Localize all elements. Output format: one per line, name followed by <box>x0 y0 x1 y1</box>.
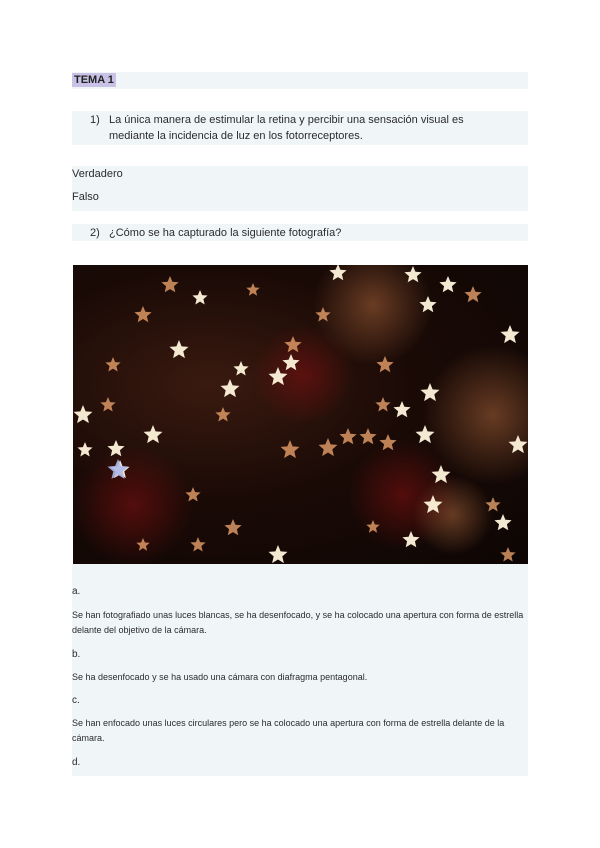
question-2 <box>72 224 528 241</box>
star-highlight <box>100 397 115 412</box>
star-highlight <box>221 379 240 397</box>
question-1-number: 1) <box>90 114 100 126</box>
star-highlight <box>246 283 259 296</box>
star-highlight <box>464 286 481 302</box>
star-highlight <box>375 397 390 412</box>
option-b-text: Se ha desenfocado y se ha usado una cámara con diafragma pentagonal. <box>72 672 368 682</box>
question-2-text: ¿Cómo se ha capturado la siguiente fotografía? <box>109 227 342 239</box>
star-highlight <box>161 276 178 292</box>
star-highlight <box>359 428 376 444</box>
section-header <box>72 72 528 89</box>
bokeh-stars-photo <box>73 265 528 564</box>
question-1 <box>72 111 528 145</box>
question-1-text: La única manera de estimular la retina y percibir una sensación visual es mediante la incidencia de luz en los fotorreceptores. <box>109 114 464 142</box>
option-c-text: Se han enfocado unas luces circulares pero se ha colocado una apertura con forma de estrella delante de la cámara. <box>72 718 505 743</box>
star-highlight <box>339 428 356 444</box>
star-bokeh-graphic <box>73 265 528 564</box>
star-highlight <box>269 545 288 563</box>
star-highlight <box>215 407 230 422</box>
star-highlight <box>190 537 205 552</box>
star-highlight <box>393 401 410 417</box>
option-verdadero[interactable]: Verdadero <box>72 168 123 180</box>
question-2-number: 2) <box>90 227 100 239</box>
star-highlight <box>281 440 300 458</box>
section-title: TEMA 1 <box>74 74 114 86</box>
star-highlight <box>134 306 151 322</box>
option-a-text: Se han fotografiado unas luces blancas, se ha desenfocado, y se ha colocado una apertura con forma de estrella delante del objetivo de la cámara. <box>72 610 524 635</box>
star-highlight <box>192 290 207 305</box>
question-1-options <box>72 166 528 211</box>
star-highlight <box>224 519 241 535</box>
star-highlight <box>439 276 456 292</box>
option-c-letter[interactable]: c. <box>72 695 80 706</box>
star-highlight <box>500 547 515 562</box>
option-falso[interactable]: Falso <box>72 191 99 203</box>
option-b-letter[interactable]: b. <box>72 649 81 660</box>
option-d-letter[interactable]: d. <box>72 757 81 768</box>
star-highlight <box>105 357 120 372</box>
star-highlight <box>144 425 163 443</box>
star-highlight <box>494 514 511 530</box>
star-highlight <box>319 438 338 456</box>
star-highlight <box>74 405 93 423</box>
star-highlight <box>233 361 248 376</box>
star-highlight <box>77 442 92 457</box>
option-a-letter[interactable]: a. <box>72 586 81 597</box>
question-2-options <box>72 564 528 776</box>
star-highlight <box>501 325 520 343</box>
star-highlight <box>170 340 189 358</box>
